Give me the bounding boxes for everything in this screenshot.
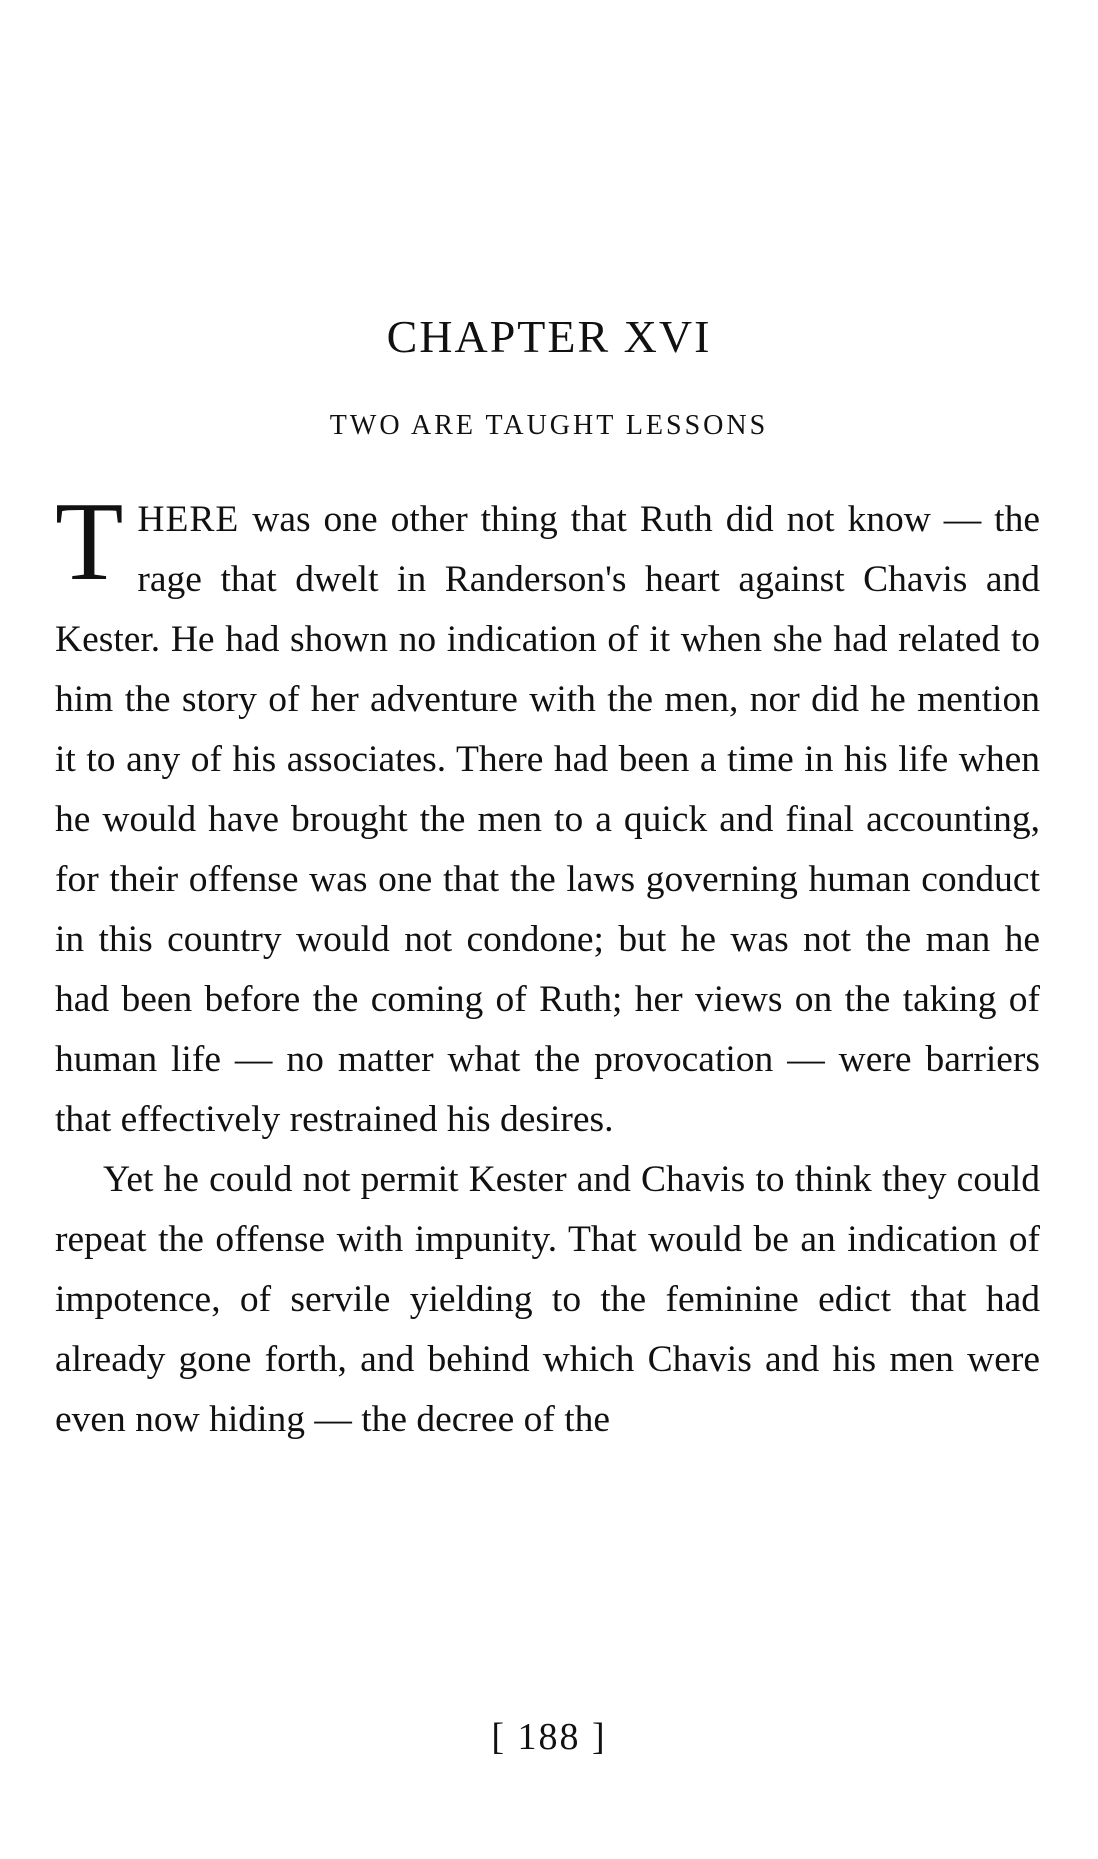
- paragraph-lead: HERE: [137, 499, 240, 540]
- paragraph-1: [55, 480, 1040, 1150]
- paragraph-text: Yet he could not permit Kester and Chavis to think they could repeat the offense with impunity. That would be an indication of impotence, of servile yielding to the feminine edict that had already gone forth, and behind which Chavis and his men were even now hiding — the decree of the: [55, 1159, 1040, 1440]
- chapter-number: CHAPTER XVI: [386, 311, 712, 362]
- page-number: [ 188 ]: [491, 1716, 607, 1758]
- drop-cap: T: [55, 480, 124, 604]
- chapter-title: TWO ARE TAUGHT LESSONS: [329, 410, 769, 441]
- body-text: [55, 480, 1040, 1450]
- paragraph-text: was one other thing that Ruth did not know — the rage that dwelt in Randerson's heart against Chavis and Kester. He had shown no indication of it when she had related to him the story of her adventure with the men, nor did he mention it to any of his associates. There had been a time in his life when he would have brought the men to a quick and final accounting, for their offense was one that the laws governing human conduct in this country would not condone; but he was not the man he had been before the coming of Ruth; her views on the taking of human life — no matter what the provocation — were barriers that effectively restrained his desires.: [55, 499, 1040, 1140]
- paragraph-2: [55, 1150, 1040, 1450]
